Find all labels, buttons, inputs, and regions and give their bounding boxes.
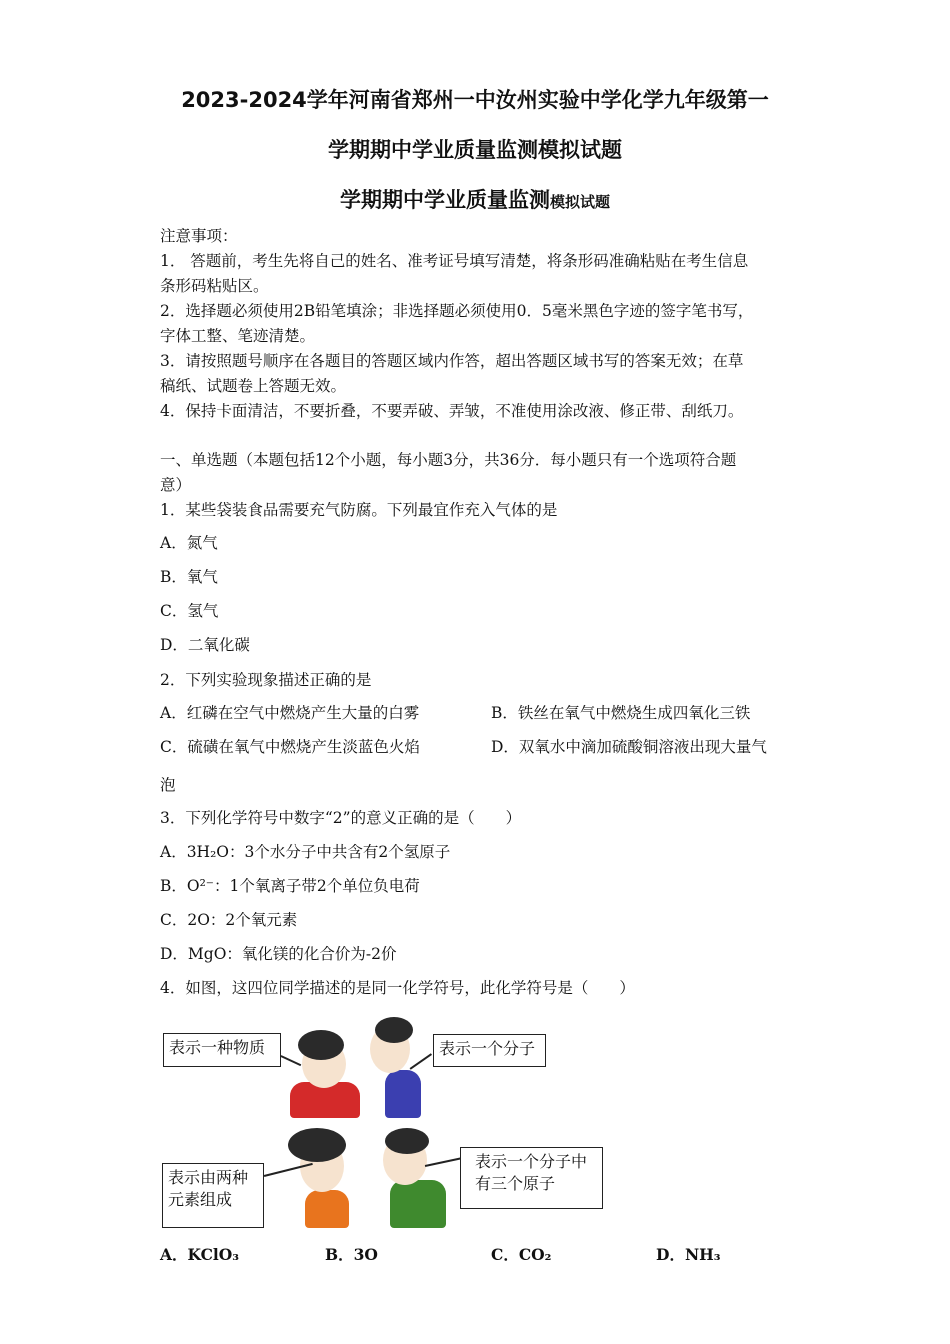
speech-bubble-1 (163, 1033, 281, 1067)
question-3-stem: 3．下列化学符号中数字“2”的意义正确的是（ ） (160, 809, 522, 827)
speech-bubble-4 (460, 1147, 603, 1209)
notice-line: 字体工整、笔迹清楚。 (160, 327, 316, 345)
question-2-stem: 2．下列实验现象描述正确的是 (160, 671, 372, 689)
speech-bubble-2 (433, 1034, 546, 1067)
bubble-text: 表示一个分子中 (475, 1152, 588, 1171)
question-3-option-d[interactable]: D．MgO：氧化镁的化合价为-2价 (160, 945, 397, 963)
question-1-option-c[interactable]: C．氢气 (160, 602, 219, 620)
question-3-option-a[interactable]: A．3H₂O：3个水分子中共含有2个氢原子 (160, 843, 451, 861)
question-3-option-b[interactable]: B．O²⁻：1个氧离子带2个单位负电荷 (160, 877, 420, 895)
notice-line: 3．请按照题号顺序在各题目的答题区域内作答，超出答题区域书写的答案无效；在草 (160, 352, 744, 370)
notice-line: 条形码粘贴区。 (160, 277, 269, 295)
question-1-stem: 1．某些袋装食品需要充气防腐。下列最宜作充入气体的是 (160, 501, 558, 519)
question-1-option-b[interactable]: B．氧气 (160, 568, 218, 586)
question-1-option-d[interactable]: D．二氧化碳 (160, 636, 250, 654)
question-4-option-c[interactable]: C．CO₂ (491, 1245, 552, 1264)
question-3-option-c[interactable]: C．2O：2个氧元素 (160, 911, 298, 929)
notice-heading: 注意事项： (160, 227, 238, 245)
question-4-stem: 4．如图，这四位同学描述的是同一化学符号，此化学符号是（ ） (160, 979, 635, 997)
title-line-1: 2023-2024学年河南省郑州一中汝州实验中学化学九年级第一 (181, 88, 769, 112)
person-blue-shirt (385, 1070, 421, 1118)
bubble-text: 表示由两种 (168, 1168, 249, 1187)
title-line-3 (0, 187, 950, 215)
bubble-tail (281, 1055, 302, 1066)
notice-line: 1． 答题前，考生先将自己的姓名、准考证号填写清楚，将条形码准确粘贴在考生信息 (160, 252, 749, 270)
bubble-tail (410, 1053, 432, 1069)
person-orange-shirt (305, 1190, 349, 1228)
question-1-option-a[interactable]: A．氮气 (160, 534, 218, 552)
question-4-option-b[interactable]: B．3O (325, 1245, 378, 1264)
notice-line: 4．保持卡面清洁，不要折叠，不要弄破、弄皱，不准使用涂改液、修正带、刮纸刀。 (160, 402, 744, 420)
title-line-3-main: 学期期中学业质量监测 (339, 188, 550, 212)
question-2-option-a[interactable]: A．红磷在空气中燃烧产生大量的白雾 (160, 704, 420, 722)
section-heading-cont: 意） (160, 476, 192, 494)
bubble-text: 元素组成 (168, 1190, 233, 1209)
bubble-text: 有三个原子 (475, 1174, 556, 1193)
bubble-text: 表示一种物质 (169, 1038, 266, 1057)
section-heading: 一、单选题（本题包括12个小题，每小题3分，共36分．每小题只有一个选项符合题 (160, 451, 737, 469)
title-line-2: 学期期中学业质量监测模拟试题 (328, 138, 622, 162)
title-line-3-small: 模拟试题 (549, 193, 610, 211)
question-2-option-d[interactable]: D．双氧水中滴加硫酸铜溶液出现大量气 (491, 738, 767, 756)
person-green-shirt (390, 1180, 446, 1228)
notice-line: 2．选择题必须使用2B铅笔填涂；非选择题必须使用0．5毫米黑色字迹的签字笔书写， (160, 302, 754, 320)
person-hair (288, 1128, 346, 1162)
question-4-option-d[interactable]: D．NH₃ (656, 1245, 721, 1264)
notice-line: 稿纸、试题卷上答题无效。 (160, 377, 347, 395)
question-2-option-c[interactable]: C．硫磺在氧气中燃烧产生淡蓝色火焰 (160, 738, 420, 756)
bubble-tail (425, 1158, 461, 1167)
person-hair (375, 1017, 413, 1043)
question-2-option-d-cont: 泡 (160, 776, 176, 794)
question-4-option-a[interactable]: A．KClO₃ (160, 1245, 240, 1264)
question-2-option-b[interactable]: B．铁丝在氧气中燃烧生成四氧化三铁 (491, 704, 751, 722)
person-hair (298, 1030, 344, 1060)
speech-bubble-3 (162, 1163, 264, 1228)
person-hair (385, 1128, 429, 1154)
bubble-text: 表示一个分子 (439, 1039, 536, 1058)
